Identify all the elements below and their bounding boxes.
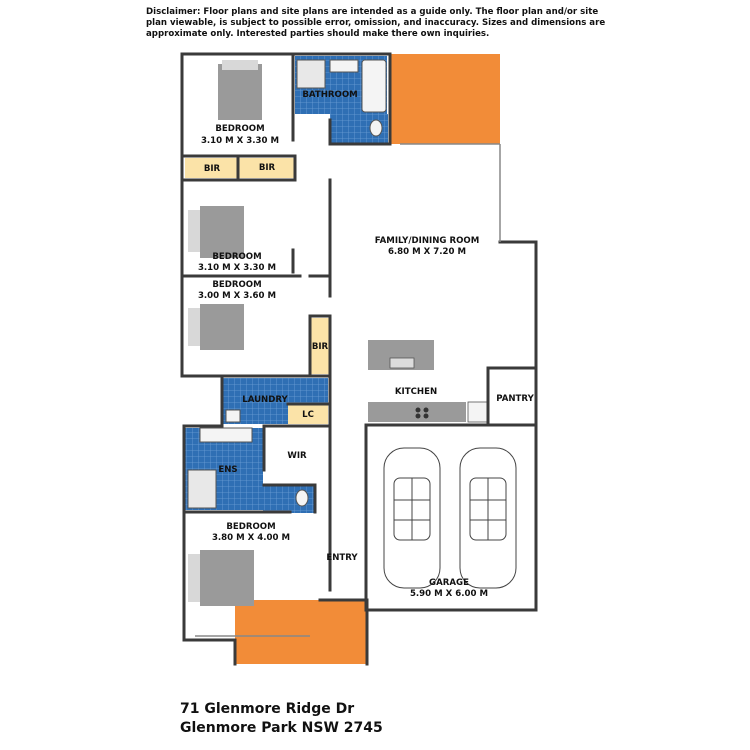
ensuite-toilet-icon [296, 490, 308, 506]
property-address [180, 700, 383, 738]
bir-2-label: BIR [258, 163, 276, 173]
bathroom-label: BATHROOM [302, 90, 358, 100]
bedroom-2-name: BEDROOM [212, 252, 262, 262]
bedroom-3-size: 3.00 M X 3.60 M [197, 291, 277, 301]
garage-name: GARAGE [429, 578, 469, 588]
laundry-tub-icon [226, 410, 240, 422]
alfresco-area [390, 54, 500, 144]
garage-size: 5.90 M X 6.00 M [409, 589, 489, 599]
shower-icon [297, 60, 325, 88]
bed-icon [188, 550, 254, 606]
car-icon [384, 448, 440, 588]
kitchen-sink-icon [390, 358, 414, 368]
entry-label: ENTRY [326, 553, 358, 563]
bed-icon [218, 60, 262, 120]
address-line-1: 71 Glenmore Ridge Dr [180, 701, 355, 717]
bir-1-label: BIR [203, 164, 221, 174]
master-bedroom-name: BEDROOM [226, 522, 276, 532]
master-bedroom-size: 3.80 M X 4.00 M [211, 533, 291, 543]
bedroom-3-name: BEDROOM [212, 280, 262, 290]
porch-area [235, 600, 367, 664]
wir-label: WIR [287, 451, 307, 461]
bir-3-label: BIR [311, 342, 329, 352]
ensuite-shower-icon [188, 470, 216, 508]
ensuite-vanity-icon [200, 428, 252, 442]
disclaimer: Disclaimer: Floor plans and site plans are intended as a guide only. The floor plan and/or site plan viewable, is subject to possible error, omission, and inaccuracy. Sizes and dimensions are approximate only. Interested parties should make there own inquiries. [146, 7, 606, 39]
car-icon [460, 448, 516, 588]
bathtub-icon [362, 60, 386, 112]
family-room-size: 6.80 M X 7.20 M [387, 247, 467, 257]
lc-label: LC [302, 410, 314, 420]
vanity-icon [330, 60, 358, 72]
ens-label: ENS [218, 465, 238, 475]
laundry-label: LAUNDRY [242, 395, 288, 405]
kitchen-label: KITCHEN [394, 387, 438, 397]
bedroom-1-size: 3.10 M X 3.30 M [200, 136, 280, 146]
fridge-space [468, 402, 488, 422]
bedroom-2-size: 3.10 M X 3.30 M [197, 263, 277, 273]
bedroom-1-name: BEDROOM [215, 124, 265, 134]
bed-icon [188, 206, 244, 258]
pantry-label: PANTRY [496, 394, 534, 404]
family-room-name: FAMILY/DINING ROOM [374, 236, 480, 246]
bed-icon [188, 304, 244, 350]
address-line-2: Glenmore Park NSW 2745 [180, 720, 383, 736]
toilet-icon [370, 120, 382, 136]
